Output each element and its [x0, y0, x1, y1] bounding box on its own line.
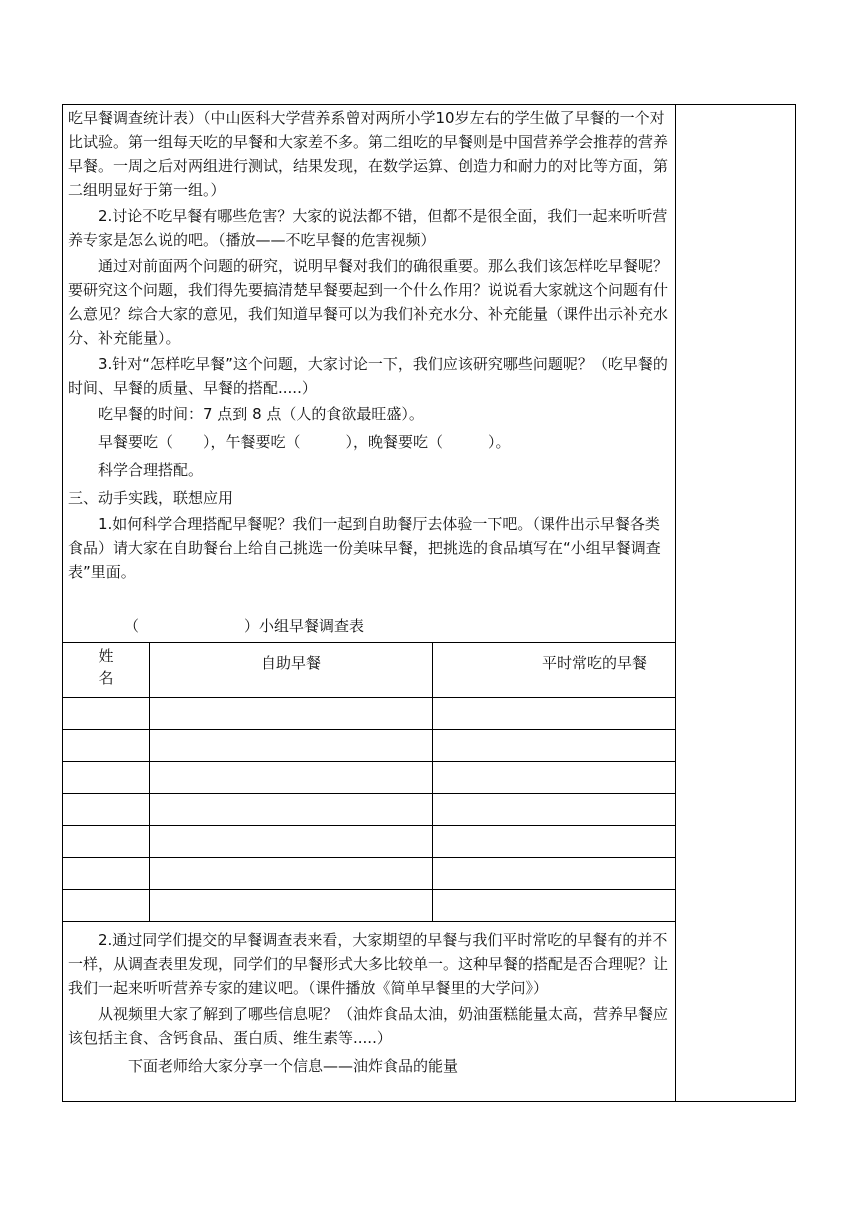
cell-usual[interactable] [433, 890, 676, 922]
lesson-content-upper [68, 104, 668, 584]
breakfast-survey-table [62, 642, 676, 922]
table-row [63, 698, 676, 730]
cell-name[interactable] [63, 890, 150, 922]
table-row [63, 890, 676, 922]
cell-name[interactable] [63, 762, 150, 794]
cell-buffet[interactable] [150, 698, 433, 730]
cell-name[interactable] [63, 858, 150, 890]
survey-header-row [63, 643, 676, 698]
header-usual-breakfast: 平时常吃的早餐 [433, 643, 676, 698]
cell-usual[interactable] [433, 698, 676, 730]
cell-usual[interactable] [433, 794, 676, 826]
cell-name[interactable] [63, 698, 150, 730]
table-row [63, 826, 676, 858]
paragraph-discussion-harm: 2.讨论不吃早餐有哪些危害？大家的说法都不错，但都不是很全面，我们一起来听听营养专家是怎么说的吧。（播放——不吃早餐的危害视频） [68, 207, 668, 249]
paragraph-fried-food-energy: 下面老师给大家分享一个信息——油炸食品的能量 [128, 1057, 459, 1075]
cell-name[interactable] [63, 730, 150, 762]
section-heading-practice: 三、动手实践，联想应用 [68, 489, 234, 507]
paragraph-video-info: 从视频里大家了解到了哪些信息呢？（油炸食品太油，奶油蛋糕能量太高，营养早餐应该包括主食、含钙食品、蛋白质、维生素等.....） [68, 1005, 669, 1047]
paragraph-how-to-eat: 3.针对“怎样吃早餐”这个问题，大家讨论一下，我们应该研究哪些问题呢？（吃早餐的时间、早餐的质量、早餐的搭配.....） [68, 355, 668, 397]
cell-usual[interactable] [433, 858, 676, 890]
table-row [63, 762, 676, 794]
cell-usual[interactable] [433, 826, 676, 858]
paragraph-meal-fill-in: 早餐要吃（ ），午餐要吃（ ），晚餐要吃（ ）。 [98, 433, 511, 451]
cell-buffet[interactable] [150, 762, 433, 794]
cell-buffet[interactable] [150, 890, 433, 922]
cell-usual[interactable] [433, 762, 676, 794]
cell-name[interactable] [63, 826, 150, 858]
lesson-content-lower [68, 926, 668, 1078]
cell-buffet[interactable] [150, 826, 433, 858]
cell-buffet[interactable] [150, 794, 433, 826]
header-name: 姓 名 [63, 643, 150, 698]
paragraph-buffet-activity: 1.如何科学合理搭配早餐呢？我们一起到自助餐厅去体验一下吧。（课件出示早餐各类食品）请大家在自助餐台上给自己挑选一份美味早餐，把挑选的食品填写在“小组早餐调查表”里面。 [68, 515, 661, 581]
table-row [63, 794, 676, 826]
paragraph-breakfast-importance: 通过对前面两个问题的研究，说明早餐对我们的确很重要。那么我们该怎样吃早餐呢？要研究这个问题，我们得先要搞清楚早餐要起到一个什么作用？说说看大家就这个问题有什么意见？综合大家的意见，我们知道早餐可以为我们补充水分、补充能量（课件出示补充水分、补充能量）。 [68, 257, 669, 347]
table-row [63, 730, 676, 762]
header-buffet-breakfast: 自助早餐 [150, 643, 433, 698]
survey-table-title: （ ）小组早餐调查表 [124, 617, 365, 635]
cell-name[interactable] [63, 794, 150, 826]
right-column-divider [675, 104, 676, 1102]
table-row [63, 858, 676, 890]
paragraph-breakfast-experiment: 吃早餐调查统计表）（中山医科大学营养系曾对两所小学10岁左右的学生做了早餐的一个对比试验。第一组每天吃的早餐和大家差不多。第二组吃的早餐则是中国营养学会推荐的营养早餐。一周之后对两组进行测试，结果发现，在数学运算、创造力和耐力的对比等方面，第二组明显好于第一组。） [68, 109, 669, 199]
cell-buffet[interactable] [150, 858, 433, 890]
cell-usual[interactable] [433, 730, 676, 762]
paragraph-scientific-match: 科学合理搭配。 [98, 461, 204, 479]
cell-buffet[interactable] [150, 730, 433, 762]
paragraph-survey-findings: 2.通过同学们提交的早餐调查表来看，大家期望的早餐与我们平时常吃的早餐有的并不一样，从调查表里发现，同学们的早餐形式大多比较单一。这种早餐的搭配是否合理呢？让我们一起来听听营养专家的建议吧。（课件播放《简单早餐里的大学问》） [68, 931, 669, 997]
paragraph-breakfast-time: 吃早餐的时间：7 点到 8 点（人的食欲最旺盛）。 [98, 405, 424, 423]
